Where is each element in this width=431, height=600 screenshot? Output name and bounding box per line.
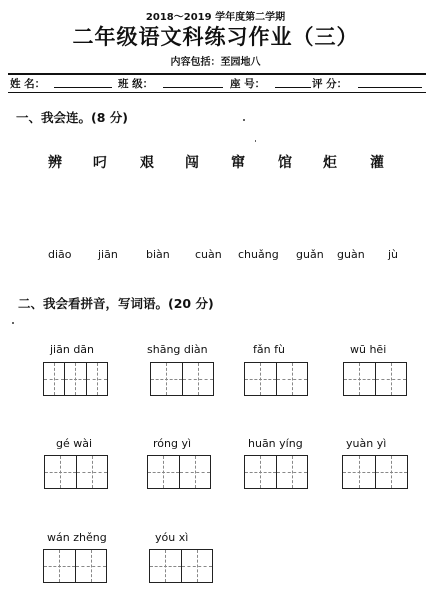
scan-speck (255, 140, 256, 142)
word-pinyin: wū hēi (350, 343, 387, 356)
pinyin-item[interactable]: guǎn (296, 248, 324, 261)
grid-cell[interactable] (76, 456, 108, 488)
writing-grid[interactable] (147, 455, 211, 489)
grid-cell[interactable] (375, 456, 408, 488)
grid-cell[interactable] (151, 363, 182, 395)
grid-cell[interactable] (245, 363, 276, 395)
writing-grid[interactable] (43, 549, 107, 583)
pinyin-item[interactable]: guàn (337, 248, 365, 261)
pinyin-item[interactable]: chuǎng (238, 248, 279, 261)
writing-grid[interactable] (149, 549, 213, 583)
pinyin-item[interactable]: biàn (146, 248, 170, 261)
pinyin-item[interactable]: jù (388, 248, 399, 261)
grid-cell[interactable] (245, 456, 276, 488)
writing-grid[interactable] (343, 362, 407, 396)
grid-cell[interactable] (45, 456, 76, 488)
score-label: 评 分： (312, 78, 348, 90)
section1-title: 一、我会连。(8 分) (16, 110, 128, 125)
grid-cell[interactable] (75, 550, 107, 582)
writing-grid[interactable] (150, 362, 214, 396)
grid-cell[interactable] (150, 550, 181, 582)
class-blank[interactable] (163, 76, 223, 88)
word-pinyin: jiān dān (50, 343, 95, 356)
writing-grid[interactable] (44, 455, 108, 489)
header-rule-bottom (8, 92, 426, 93)
worksheet-title: 二年级语文科练习作业（三） (72, 25, 359, 49)
scan-speck (243, 119, 245, 121)
word-pinyin: wán zhěng (47, 531, 107, 544)
word-pinyin: huān yíng (248, 437, 303, 450)
character-item[interactable]: 辨 (48, 155, 62, 171)
writing-grid[interactable] (43, 362, 108, 396)
term-line: 2018～2019 学年度第二学期 (145, 12, 286, 23)
grid-cell[interactable] (44, 363, 64, 395)
section2-title: 二、我会看拼音，写词语。(20 分) (18, 296, 214, 311)
grid-cell[interactable] (86, 363, 107, 395)
seat-blank[interactable] (275, 76, 311, 88)
grid-cell[interactable] (44, 550, 75, 582)
class-label: 班 级： (118, 78, 154, 90)
grid-cell[interactable] (148, 456, 179, 488)
grid-cell[interactable] (276, 363, 308, 395)
student-info-row (10, 76, 426, 90)
character-item[interactable]: 艰 (140, 155, 154, 171)
character-item[interactable]: 馆 (278, 155, 292, 171)
grid-cell[interactable] (343, 456, 375, 488)
word-pinyin: fǎn fù (253, 343, 285, 356)
word-pinyin: yuàn yì (346, 437, 387, 450)
character-item[interactable]: 灌 (370, 155, 384, 171)
word-pinyin: shāng diàn (147, 343, 208, 356)
pinyin-item[interactable]: cuàn (195, 248, 222, 261)
name-label: 姓 名： (10, 78, 46, 90)
character-item[interactable]: 窜 (231, 155, 245, 171)
word-pinyin: gé wài (56, 437, 93, 450)
grid-cell[interactable] (64, 363, 85, 395)
character-item[interactable]: 炬 (323, 155, 337, 171)
content-scope: 内容包括：至园地八 (170, 57, 261, 68)
word-pinyin: yóu xì (155, 531, 189, 544)
writing-grid[interactable] (244, 362, 308, 396)
word-pinyin: róng yì (153, 437, 192, 450)
grid-cell[interactable] (344, 363, 375, 395)
header-rule-top (8, 73, 426, 75)
grid-cell[interactable] (181, 550, 213, 582)
grid-cell[interactable] (276, 456, 308, 488)
character-item[interactable]: 叼 (93, 155, 107, 171)
grid-cell[interactable] (375, 363, 407, 395)
character-item[interactable]: 闯 (185, 155, 199, 171)
scan-speck (12, 322, 14, 324)
grid-cell[interactable] (179, 456, 211, 488)
writing-grid[interactable] (244, 455, 308, 489)
name-blank[interactable] (54, 76, 112, 88)
seat-label: 座 号： (230, 78, 266, 90)
pinyin-item[interactable]: jiān (98, 248, 118, 261)
score-blank[interactable] (358, 76, 422, 88)
writing-grid[interactable] (342, 455, 408, 489)
grid-cell[interactable] (182, 363, 214, 395)
pinyin-item[interactable]: diāo (48, 248, 72, 261)
